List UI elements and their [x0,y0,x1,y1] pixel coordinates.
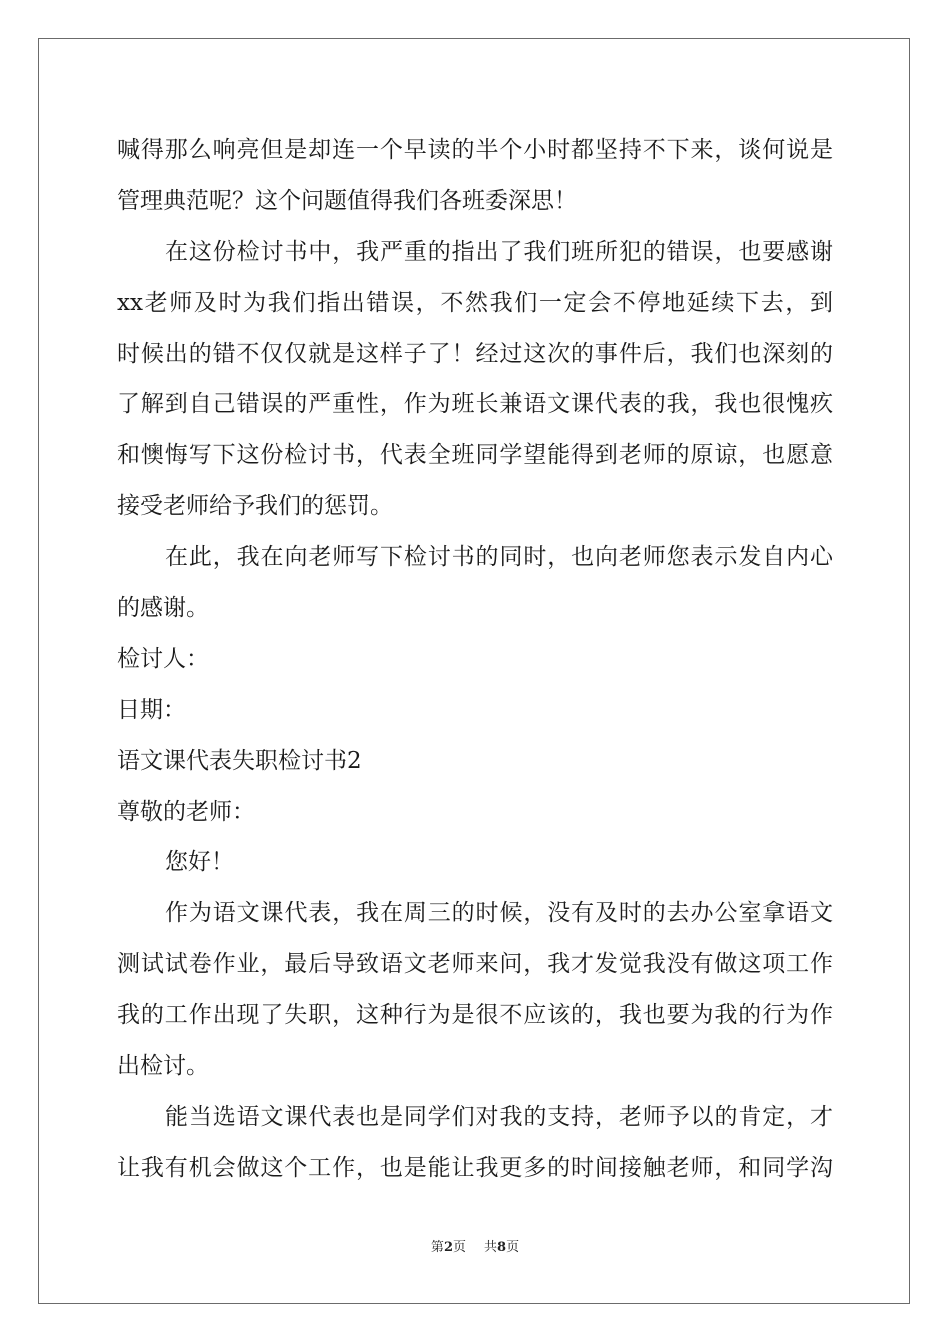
document-body [117,128,833,1197]
text-line: 时候出的错不仅仅就是这样子了！经过这次的事件后，我们也深刻的 [117,340,833,367]
text-line: xx老师及时为我们指出错误，不然我们一定会不停地延续下去，到 [117,289,833,316]
text-line: 出检讨。 [117,1053,209,1080]
text-line: 喊得那么响亮但是却连一个早读的半个小时都坚持不下来，谈何说是 [117,137,833,163]
section-title: 语文课代表失职检讨书2 [117,747,362,774]
text-line: 接受老师给予我们的惩罚。 [117,493,393,520]
text-line: 让我有机会做这个工作，也是能让我更多的时间接触老师，和同学沟 [117,1154,833,1181]
greeting: 您好！ [165,849,234,876]
text-line: 了解到自己错误的严重性，作为班长兼语文课代表的我，我也很愧疚 [117,391,833,418]
paragraph-first-line: 在这份检讨书中，我严重的指出了我们班所犯的错误，也要感谢 [165,238,833,265]
text-line: 和懊悔写下这份检讨书，代表全班同学望能得到老师的原谅，也愿意 [117,442,833,469]
salutation: 尊敬的老师： [117,798,255,825]
total-prefix: 共 [484,1240,498,1255]
total-unit: 页 [506,1240,520,1255]
page-current: 2 [443,1240,453,1255]
paragraph-first-line: 作为语文课代表，我在周三的时候，没有及时的去办公室拿语文 [165,900,833,927]
text-line: 我的工作出现了失职，这种行为是很不应该的，我也要为我的行为作 [117,1002,833,1029]
text-line: 测试试卷作业，最后导致语文老师来问，我才发觉我没有做这项工作 [117,951,833,978]
page-prefix: 第 [430,1240,444,1255]
paragraph-first-line: 在此，我在向老师写下检讨书的同时，也向老师您表示发自内心 [165,544,833,571]
paragraph-first-line: 能当选语文课代表也是同学们对我的支持，老师予以的肯定，才 [165,1103,833,1130]
signer-label: 检讨人： [117,645,209,672]
page-unit: 页 [452,1240,466,1255]
date-label: 日期： [117,696,186,723]
page-footer [0,1236,950,1255]
text-line: 的感谢。 [117,595,209,622]
page-total: 8 [497,1240,507,1255]
text-line: 管理典范呢？这个问题值得我们各班委深思！ [117,187,577,214]
